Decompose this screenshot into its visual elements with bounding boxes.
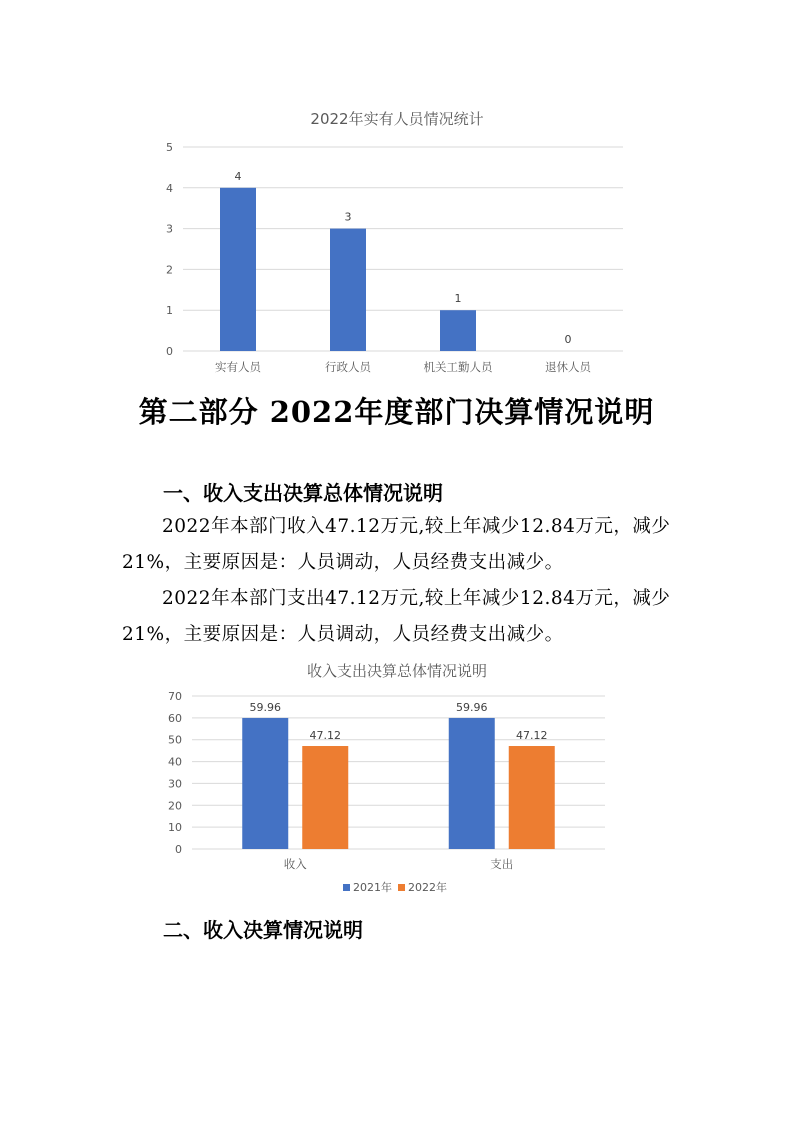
bar: [302, 746, 348, 849]
paragraph-expense: 2022年本部门支出47.12万元,较上年减少12.84万元，减少21%，主要原因是：人员调动，人员经费支出减少。: [122, 588, 671, 645]
x-tick-label: 收入: [283, 857, 307, 871]
x-tick-label: 机关工勤人员: [423, 360, 493, 374]
x-tick-label: 实有人员: [215, 360, 261, 374]
x-tick-label: 退休人员: [545, 360, 591, 374]
y-tick-label: 60: [168, 711, 182, 725]
legend-label: 2022年: [408, 881, 447, 894]
data-label: 0: [564, 333, 572, 346]
income-expense-chart-title: 收入支出决算总体情况说明: [306, 662, 488, 680]
legend-label: 2021年: [353, 881, 392, 894]
x-tick-label: 行政人员: [325, 360, 371, 374]
income-expense-chart: [0, 650, 793, 900]
y-tick-label: 50: [168, 733, 182, 747]
y-tick-label: 3: [166, 222, 173, 236]
data-label: 59.96: [456, 700, 488, 714]
bar: [509, 746, 555, 849]
x-tick-label: 支出: [490, 857, 514, 871]
data-label: 47.12: [516, 729, 548, 743]
y-tick-label: 0: [175, 843, 182, 856]
heading-income-expense-overview: 一、收入支出决算总体情况说明: [163, 481, 443, 505]
y-tick-label: 2: [166, 263, 173, 277]
data-label: 47.12: [309, 729, 341, 743]
section-title: 第二部分 2022年度部门决算情况说明: [138, 395, 655, 429]
staff-chart-title: 2022年实有人员情况统计: [310, 110, 484, 128]
legend-swatch: [343, 884, 350, 891]
y-tick-label: 1: [166, 304, 173, 318]
y-tick-label: 40: [168, 755, 182, 769]
bar: [242, 718, 288, 849]
bar: [440, 310, 476, 351]
heading-income-detail: 二、收入决算情况说明: [163, 918, 363, 942]
y-tick-label: 0: [166, 345, 173, 358]
y-tick-label: 70: [168, 690, 182, 703]
y-tick-label: 5: [166, 141, 173, 154]
data-label: 1: [454, 292, 462, 306]
paragraph-income: 2022年本部门收入47.12万元,较上年减少12.84万元，减少21%，主要原因是：人员调动，人员经费支出减少。: [122, 516, 671, 573]
y-tick-label: 20: [168, 799, 182, 813]
data-label: 59.96: [249, 700, 281, 714]
data-label: 4: [234, 169, 242, 183]
bar: [449, 718, 495, 849]
data-label: 3: [344, 210, 352, 224]
y-tick-label: 4: [166, 181, 173, 195]
legend-swatch: [398, 884, 405, 891]
y-tick-label: 30: [168, 777, 182, 791]
bar: [220, 188, 256, 351]
bar: [330, 229, 366, 351]
y-tick-label: 10: [168, 821, 182, 835]
staff-chart: [0, 0, 793, 390]
